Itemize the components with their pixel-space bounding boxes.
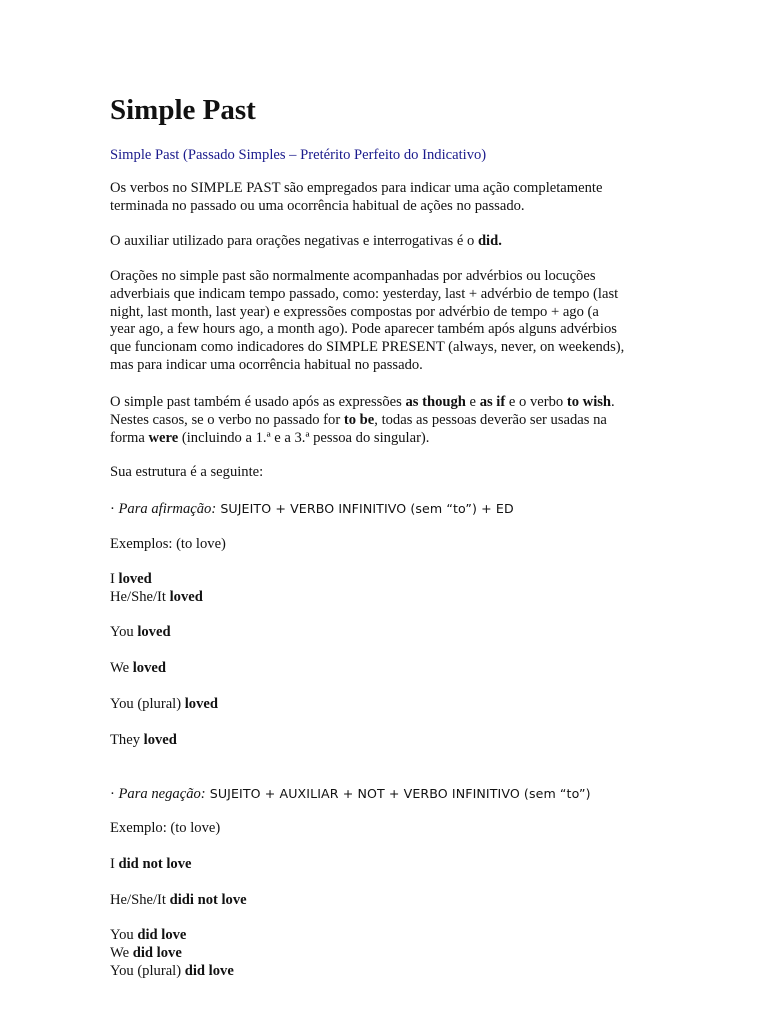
adverbs-paragraph xyxy=(110,268,624,375)
adverbs-line: year ago, a few hours ago, a month ago). Pode aparecer também após alguns advérbios xyxy=(110,321,617,338)
expressions-line xyxy=(110,394,615,412)
bold-run: were xyxy=(148,429,179,446)
bold-run: to be xyxy=(343,411,375,428)
negative-example xyxy=(110,892,247,910)
affirmative-examples-label: Exemplos: (to love) xyxy=(110,536,226,552)
adverbs-line: night, last month, last year) e expressões compostas por advérbio de tempo + ago (a xyxy=(110,303,599,320)
affirmative-label: Para afirmação: xyxy=(118,501,217,517)
example-subject: We xyxy=(110,944,133,961)
adverbs-line: adverbiais que indicam tempo passado, como: yesterday, last + advérbio de tempo (last xyxy=(110,285,619,302)
example-line xyxy=(110,945,234,963)
negative-rule xyxy=(110,785,591,804)
example-verb: loved xyxy=(118,571,152,587)
text-run: . xyxy=(611,394,615,410)
example-line xyxy=(110,927,234,945)
affirmative-example xyxy=(110,571,203,607)
expressions-paragraph xyxy=(110,394,615,447)
text-run: (incluindo a 1.ª e a 3.ª pessoa do singular). xyxy=(178,429,430,446)
example-line xyxy=(110,963,234,981)
example-line xyxy=(110,571,203,589)
intro-line: terminada no passado ou uma ocorrência habitual de ações no passado. xyxy=(110,197,525,214)
example-subject: We xyxy=(110,660,133,676)
bullet: · xyxy=(110,786,119,802)
affirmative-rule xyxy=(110,500,514,519)
example-verb: loved xyxy=(132,660,166,676)
text-run: forma xyxy=(110,429,149,446)
example-verb: loved xyxy=(169,588,203,605)
affirmative-formula: SUJEITO + VERBO INFINITIVO (sem “to”) + ED xyxy=(216,501,514,516)
example-subject: You xyxy=(110,624,138,640)
adverbs-line: Orações no simple past são normalmente acompanhadas por advérbios ou locuções xyxy=(110,268,596,284)
example-verb: did love xyxy=(132,944,182,961)
expressions-line xyxy=(110,430,615,448)
example-verb: didi not love xyxy=(169,892,247,908)
auxiliary-paragraph xyxy=(110,233,502,251)
adverbs-line: mas para indicar uma ocorrência habitual no passado. xyxy=(110,356,423,373)
text-run: Nestes casos, se o verbo no passado for xyxy=(110,411,344,428)
negative-label: Para negação: xyxy=(118,786,206,802)
negative-examples-label: Exemplo: (to love) xyxy=(110,820,221,836)
example-subject: You (plural) xyxy=(110,962,185,979)
auxiliary-bold: did. xyxy=(477,233,502,249)
example-line xyxy=(110,589,203,607)
intro-line: Os verbos no SIMPLE PAST são empregados para indicar uma ação completamente xyxy=(110,180,603,196)
text-run: e xyxy=(465,394,480,410)
text-run: O simple past também é usado após as expressões xyxy=(110,394,406,410)
structure-intro: Sua estrutura é a seguinte: xyxy=(110,464,264,480)
affirmative-example xyxy=(110,696,218,714)
example-subject: He/She/It xyxy=(110,892,170,908)
bold-run: to wish xyxy=(566,394,612,410)
auxiliary-text: O auxiliar utilizado para orações negativas e interrogativas é o xyxy=(110,233,478,249)
bold-run: as though xyxy=(405,394,466,410)
text-run: e o verbo xyxy=(505,394,567,410)
affirmative-example xyxy=(110,732,177,750)
example-subject: They xyxy=(110,732,144,748)
example-verb: did love xyxy=(184,962,234,979)
example-verb: loved xyxy=(143,732,177,748)
example-verb: loved xyxy=(137,624,171,640)
page-title: Simple Past xyxy=(110,94,256,126)
example-subject: You xyxy=(110,927,138,943)
negative-example-group xyxy=(110,927,234,980)
text-run: , todas as pessoas deverão ser usadas na xyxy=(374,411,607,428)
expressions-line xyxy=(110,412,615,430)
intro-paragraph xyxy=(110,180,602,216)
example-verb: did not love xyxy=(118,856,192,872)
subtitle: Simple Past (Passado Simples – Pretérito Perfeito do Indicativo) xyxy=(110,147,487,163)
example-subject: I xyxy=(110,571,119,587)
example-subject: He/She/It xyxy=(110,588,170,605)
affirmative-example xyxy=(110,660,166,678)
example-verb: loved xyxy=(184,696,218,712)
example-subject: I xyxy=(110,856,119,872)
example-verb: did love xyxy=(137,927,187,943)
bullet: · xyxy=(110,501,119,517)
negative-example xyxy=(110,856,192,874)
affirmative-example xyxy=(110,624,171,642)
example-subject: You (plural) xyxy=(110,696,185,712)
negative-formula: SUJEITO + AUXILIAR + NOT + VERBO INFINITIVO (sem “to”) xyxy=(205,786,591,801)
bold-run: as if xyxy=(479,394,506,410)
adverbs-line: que funcionam como indicadores do SIMPLE PRESENT (always, never, on weekends), xyxy=(110,339,625,356)
